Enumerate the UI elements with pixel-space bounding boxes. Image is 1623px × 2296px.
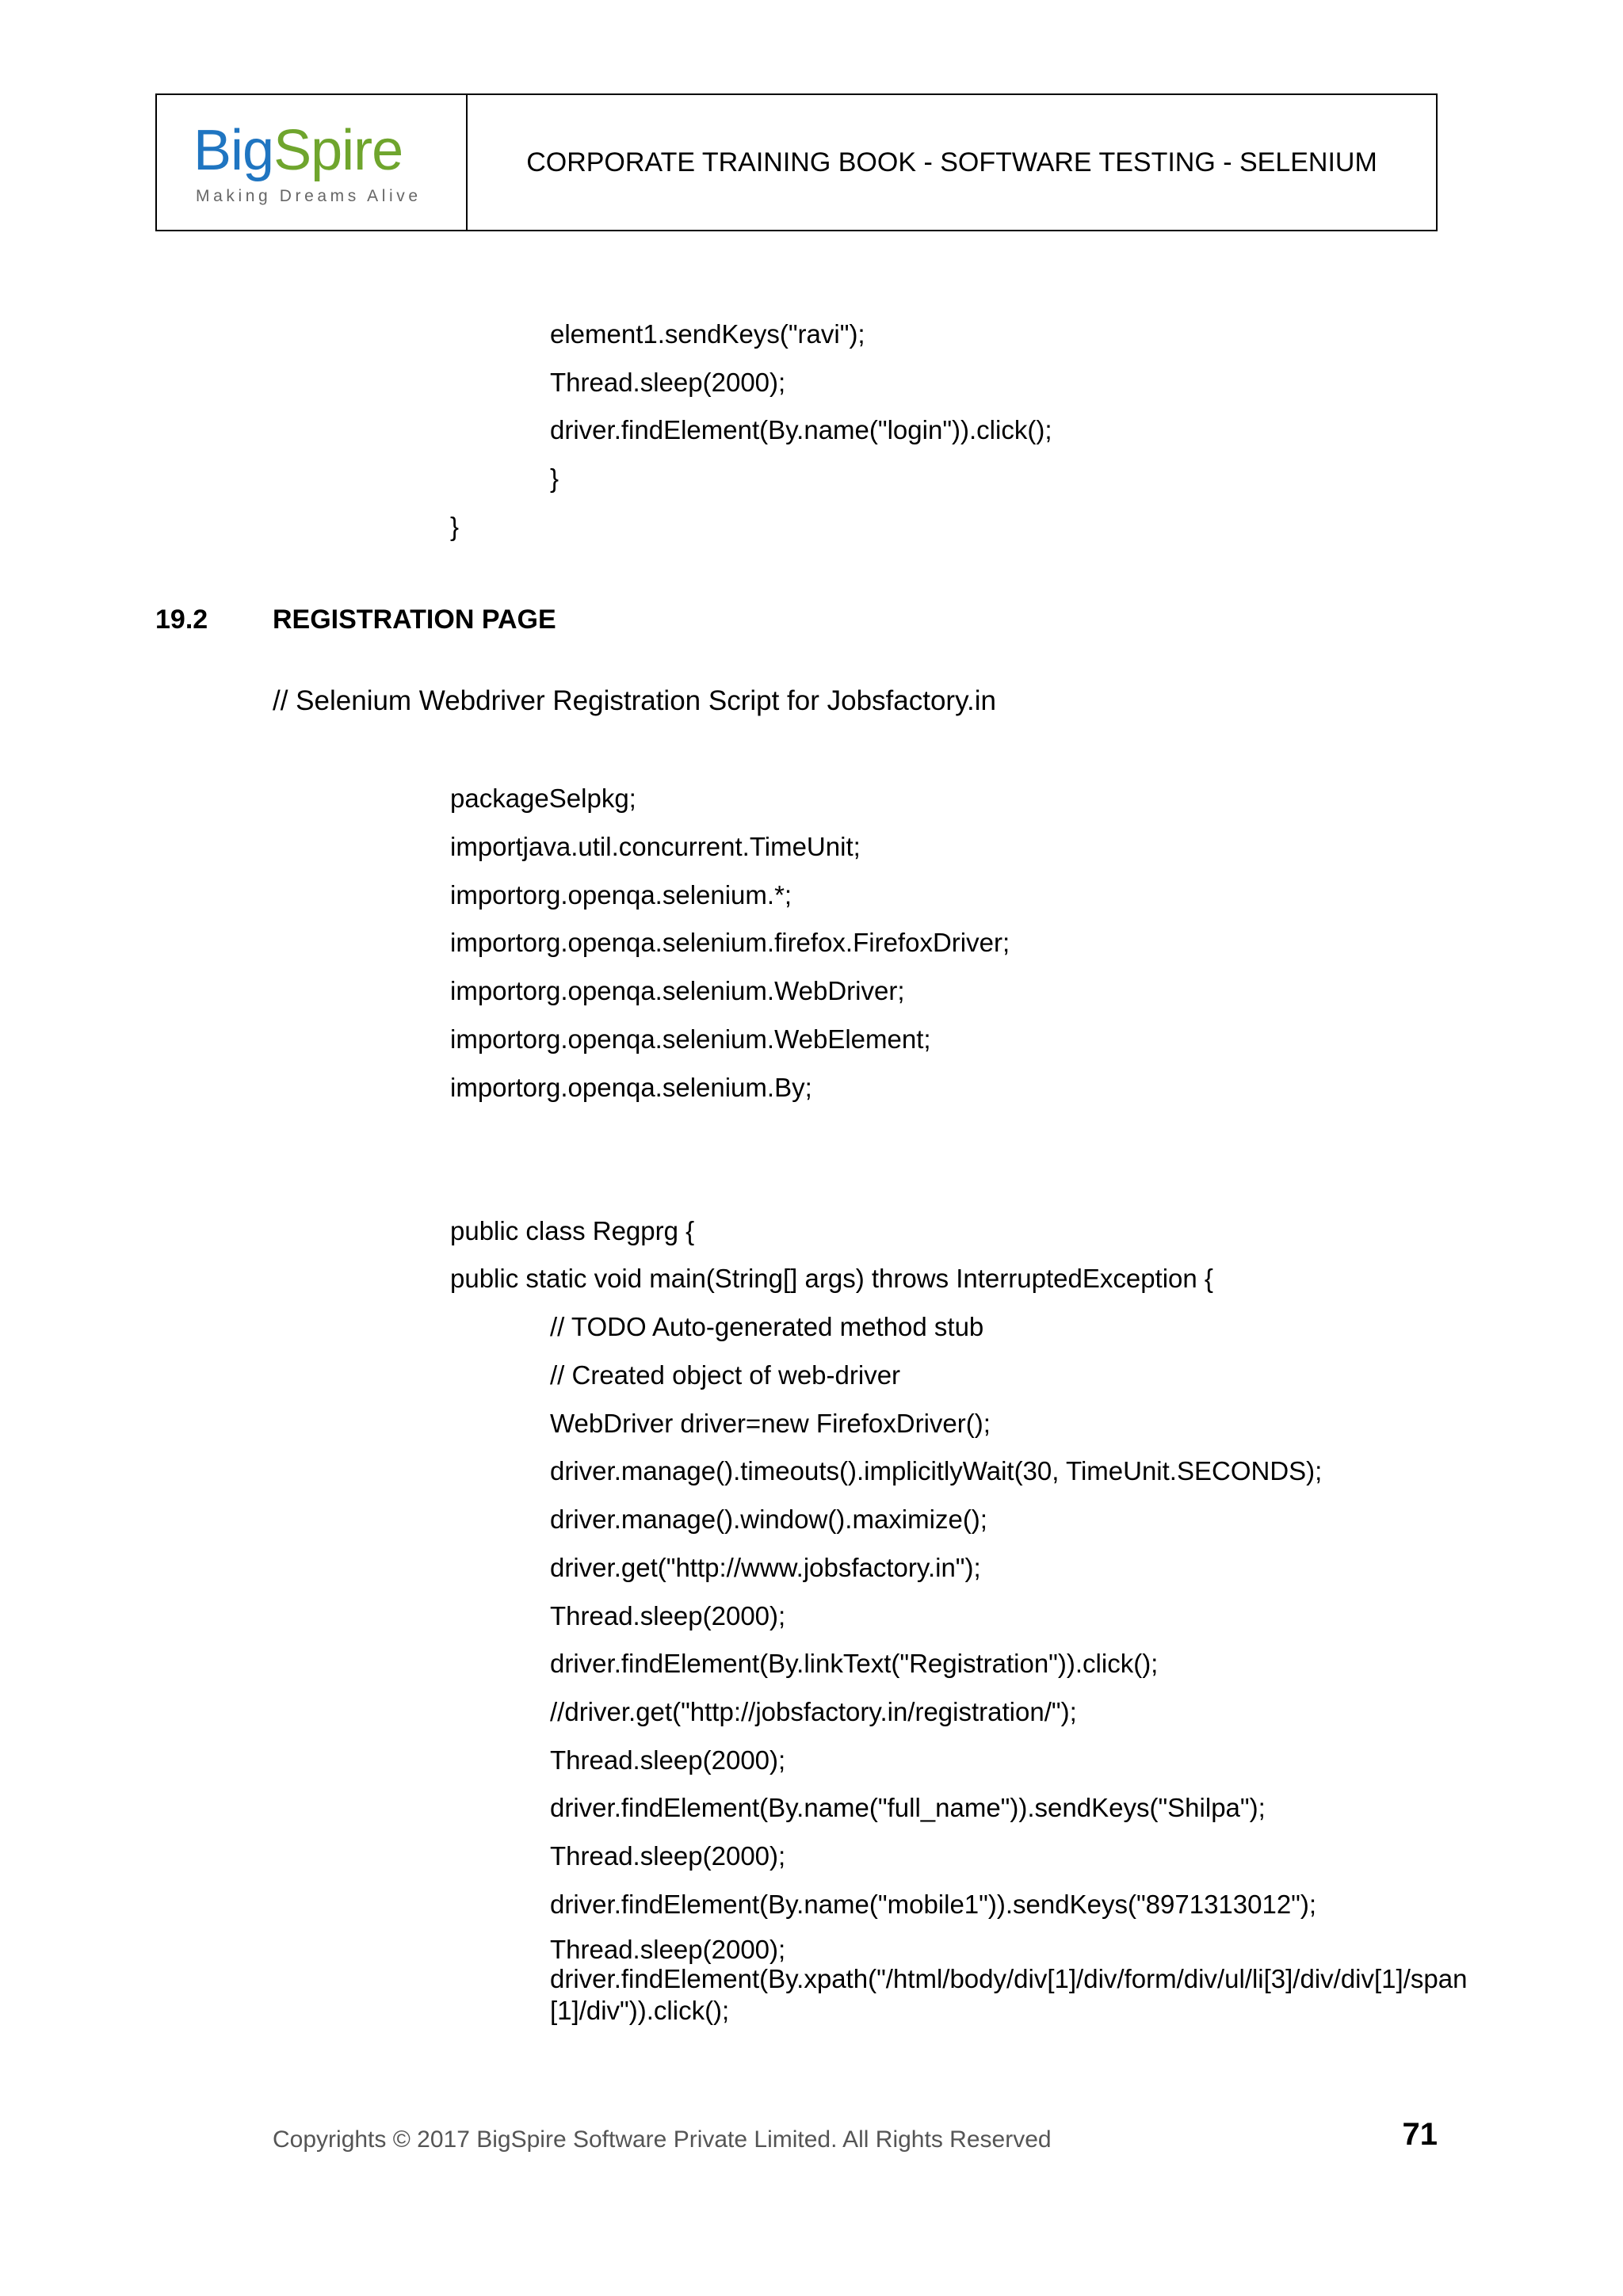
header-title: CORPORATE TRAINING BOOK - SOFTWARE TESTING - SELENIUM — [526, 147, 1377, 177]
import-line: importorg.openqa.selenium.By; — [450, 1073, 812, 1102]
logo-big: Big — [193, 119, 274, 182]
section-title: REGISTRATION PAGE — [273, 605, 556, 635]
code-line: Thread.sleep(2000); — [550, 1601, 786, 1630]
code-line: Thread.sleep(2000); — [550, 1745, 786, 1775]
code-line: // TODO Auto-generated method stub — [550, 1312, 984, 1341]
code-line: driver.findElement(By.name("mobile1")).sendKeys("8971313012"); — [550, 1890, 1317, 1919]
code-line: driver.findElement(By.name("full_name")).sendKeys("Shilpa"); — [550, 1793, 1266, 1822]
logo-tagline: Making Dreams Alive — [196, 187, 422, 205]
import-line: packageSelpkg; — [450, 784, 636, 813]
import-line: importorg.openqa.selenium.*; — [450, 880, 792, 910]
footer-copyright: Copyrights © 2017 BigSpire Software Private Limited. All Rights Reserved — [273, 2126, 1052, 2153]
code-line: Thread.sleep(2000); — [550, 368, 786, 397]
section-comment: // Selenium Webdriver Registration Script for Jobsfactory.in — [273, 685, 996, 716]
import-line: importjava.util.concurrent.TimeUnit; — [450, 832, 861, 861]
logo — [157, 95, 468, 230]
code-line: Thread.sleep(2000); — [550, 1841, 786, 1871]
page-number: 71 — [1402, 2117, 1438, 2152]
code-line: // Created object of web-driver — [550, 1360, 901, 1390]
code-line: driver.get("http://www.jobsfactory.in"); — [550, 1553, 981, 1582]
code-line: driver.findElement(By.linkText("Registration")).click(); — [550, 1649, 1159, 1678]
import-line: importorg.openqa.selenium.WebElement; — [450, 1024, 931, 1054]
import-line: importorg.openqa.selenium.firefox.FirefoxDriver; — [450, 928, 1010, 957]
code-line: driver.manage().window().maximize(); — [550, 1505, 987, 1534]
import-line: importorg.openqa.selenium.WebDriver; — [450, 976, 905, 1005]
code-line: } — [550, 463, 559, 493]
code-line: } — [450, 512, 460, 541]
code-line-wrapped: driver.findElement(By.xpath("/html/body/div[1]/div/form/div/ul/li[3]/div/div[1]/span[1]/div")).click(); — [550, 1964, 1468, 2025]
page-header — [155, 93, 1438, 231]
code-line: Thread.sleep(2000); — [550, 1935, 786, 1964]
class-declaration: public class Regprg { — [450, 1216, 695, 1245]
code-line: //driver.get("http://jobsfactory.in/registration/"); — [550, 1697, 1077, 1726]
code-line: element1.sendKeys("ravi"); — [550, 319, 865, 349]
logo-spire: Spire — [273, 119, 403, 182]
code-line: driver.findElement(By.name("login")).click(); — [550, 415, 1052, 444]
logo-wordmark — [193, 119, 403, 182]
section-number: 19.2 — [155, 605, 208, 635]
main-declaration: public static void main(String[] args) throws InterruptedException { — [450, 1264, 1213, 1293]
code-line: WebDriver driver=new FirefoxDriver(); — [550, 1409, 991, 1438]
code-line: driver.manage().timeouts().implicitlyWait(30, TimeUnit.SECONDS); — [550, 1456, 1323, 1486]
